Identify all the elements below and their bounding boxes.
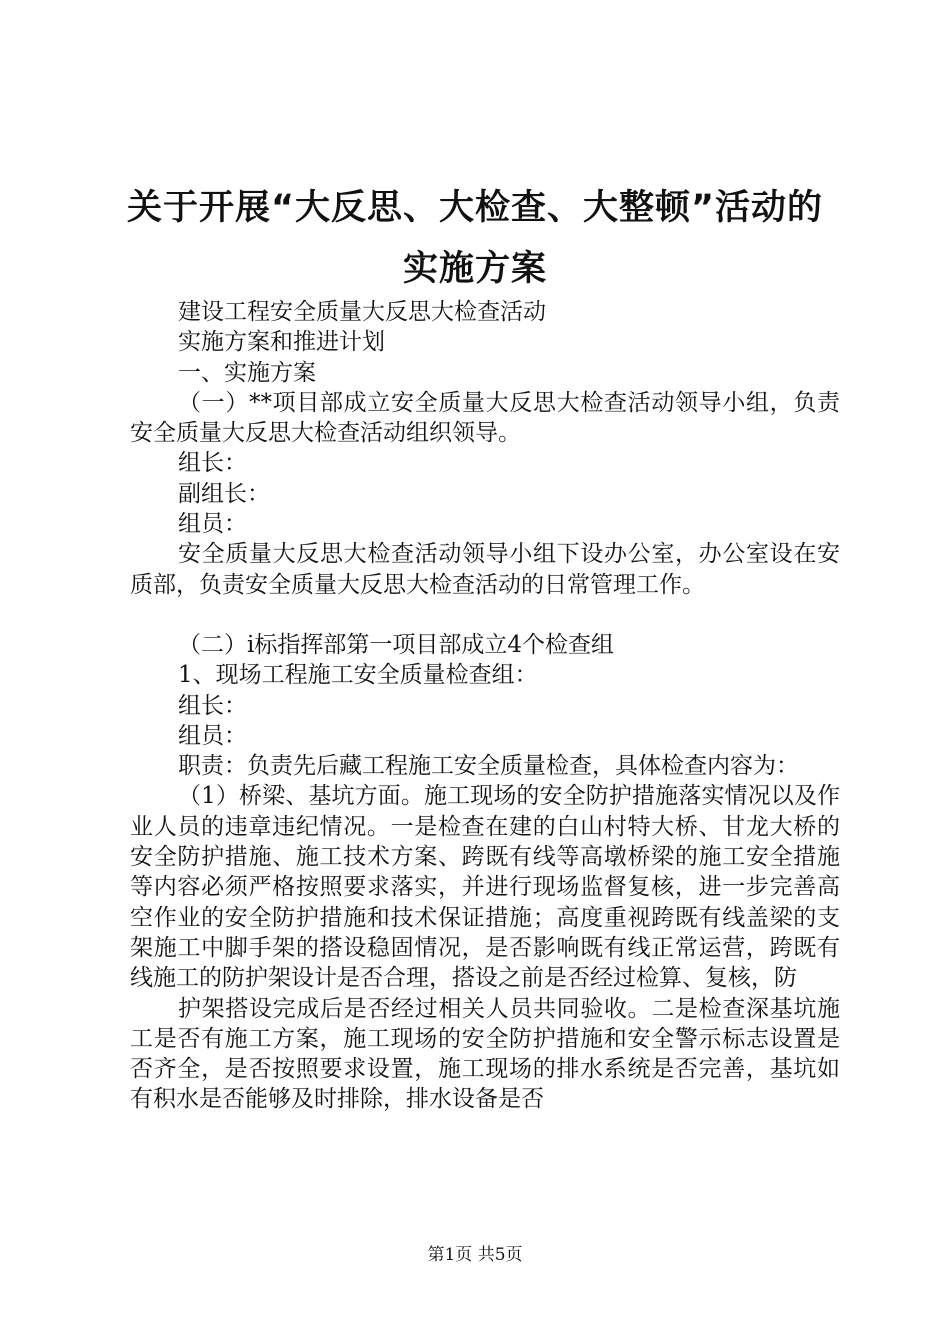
paragraph: （一）**项目部成立安全质量大反思大检查活动领导小组，负责安全质量大反思大检查活动组织领导。 — [130, 389, 840, 447]
document-body — [130, 297, 840, 1115]
paragraph: 职责：负责先后藏工程施工安全质量检查，具体检查内容为： — [178, 753, 799, 780]
role-line: 组员： — [178, 722, 247, 749]
paragraph: 建设工程安全质量大反思大检查活动 — [178, 299, 546, 325]
role-line: 副组长： — [178, 480, 270, 507]
paragraph: （二）i标指挥部第一项目部成立4个检查组 — [178, 631, 614, 658]
paragraph: 护架搭设完成后是否经过相关人员共同验收。二是检查深基坑施工是否有施工方案，施工现场的安全防护措施和安全警示标志设置是否齐全，是否按照要求设置，施工现场的排水系统是否完善，基坑如有积水是否能够及时排除，排水设备是否 — [130, 995, 840, 1113]
paragraph: 1、现场工程施工安全质量检查组： — [178, 662, 538, 689]
paragraph: （1）桥梁、基坑方面。施工现场的安全防护措施落实情况以及作业人员的违章违纪情况。一是检查在建的白山村特大桥、甘龙大桥的安全防护措施、施工技术方案、跨既有线等高墩桥梁的施工安全措施等内容必须严格按照要求落实，并进行现场监督复核，进一步完善高空作业的安全防护措施和技术保证措施；高度重视跨既有线盖梁的支架施工中脚手架的搭设稳固情况，是否影响既有线正常运营，跨既有线施工的防护架设计是否合理，搭设之前是否经过检算、复核，防 — [130, 783, 840, 992]
document-title-line-2: 实施方案 — [402, 249, 547, 289]
role-line: 组长： — [178, 692, 247, 719]
page-number-footer: 第1页 共5页 — [427, 1245, 523, 1265]
document-title-line-1: 关于开展“大反思、大检查、大整顿”活动的 — [126, 188, 823, 228]
section-heading: 一、实施方案 — [178, 359, 316, 386]
role-line: 组长： — [178, 450, 247, 477]
paragraph: 实施方案和推进计划 — [178, 329, 385, 356]
role-line: 组员： — [178, 511, 247, 538]
paragraph: 安全质量大反思大检查活动领导小组下设办公室，办公室设在安质部，负责安全质量大反思大检查活动的日常管理工作。 — [130, 541, 840, 598]
